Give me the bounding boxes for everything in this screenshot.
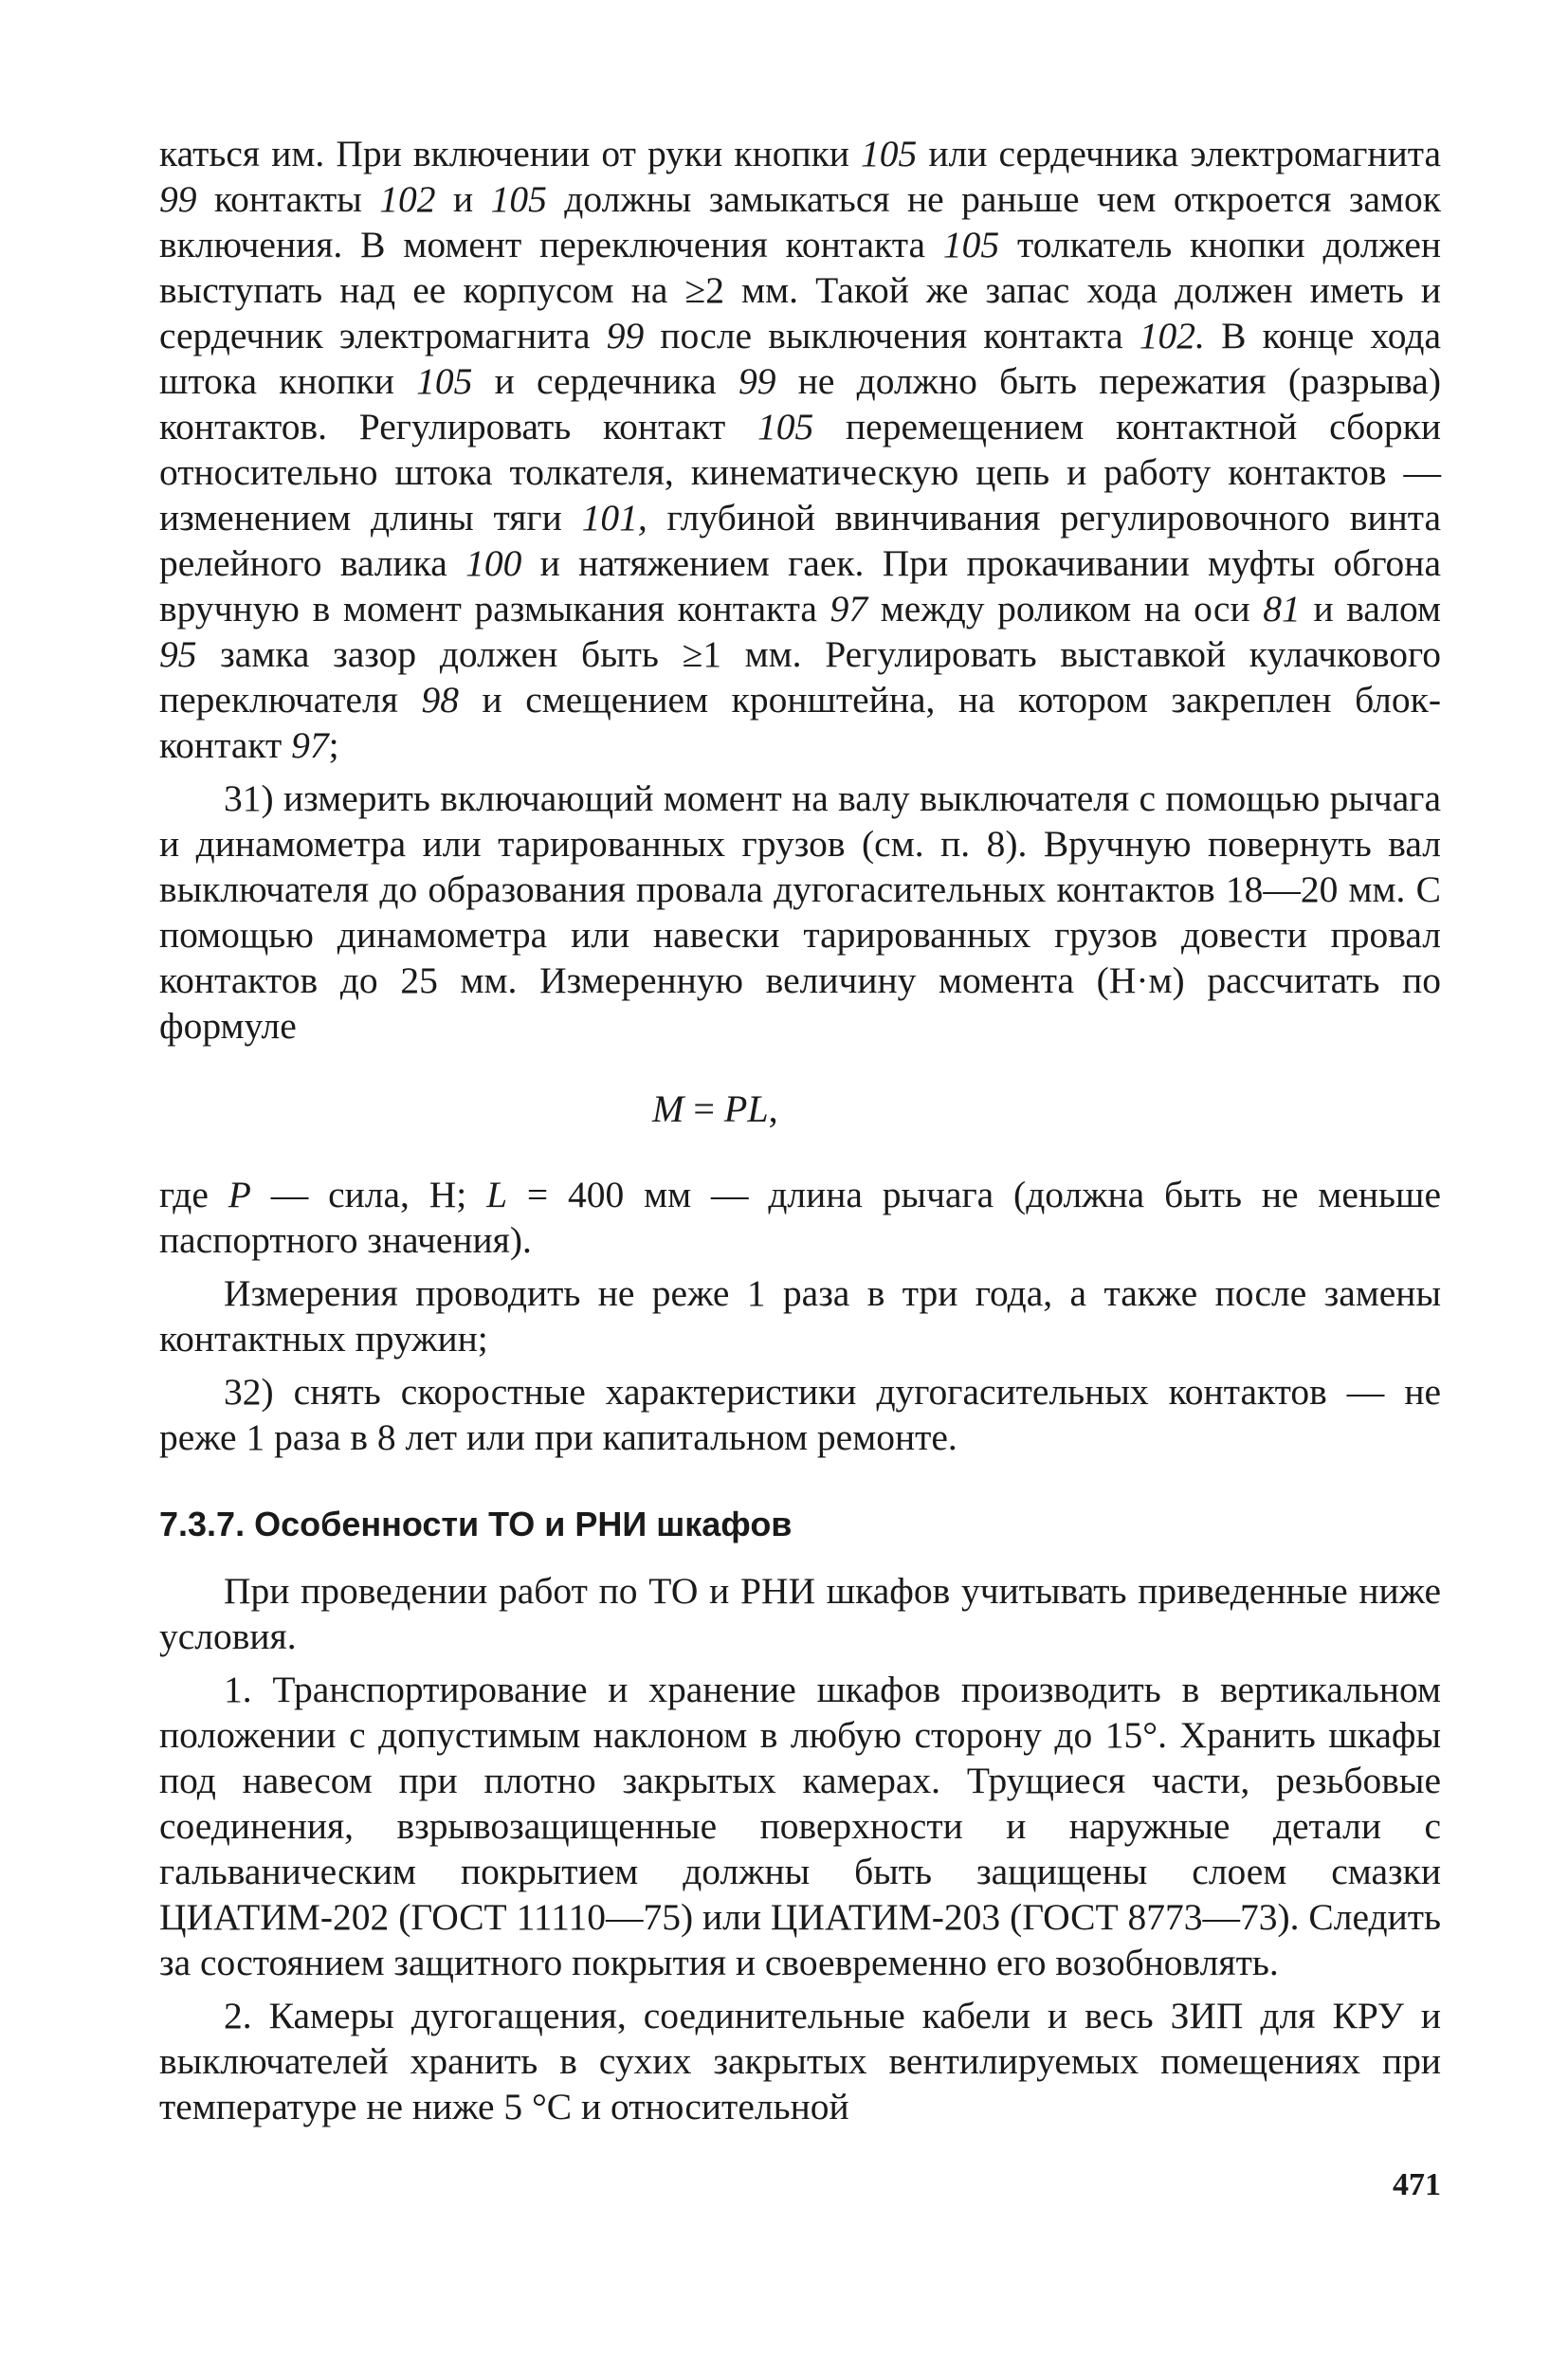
- item-31-paragraph: 31) измерить включающий момент на валу выключателя с помощью рычага и динамометра или тарированных грузов (см. п. 8). Вручную повернуть вал выключателя до образования провала дугогасительных контактов 18—20 мм. С помощью динамометра или навески тарированных грузов довести провал контактов до 25 мм. Измеренную величину момента (Н·м) рассчитать по формуле: [159, 777, 1441, 1047]
- measurement-note: Измерения проводить не реже 1 раза в три года, а также после замены контактных пружин;: [159, 1272, 1441, 1360]
- continuation-paragraph: каться им. При включении от руки кнопки 105 или сердечника электромагнита 99 контакты 102 и 105 должны замыкаться не раньше чем откроется замок включения. В момент переключения контакта 105 толкатель кнопки должен выступать над ее корпусом на ≥2 мм. Такой же запас хода должен иметь и сердечник электромагнита 99 после выключения контакта 102. В конце хода штока кнопки 105 и сердечника 99 не должно быть пережатия (разрыва) контактов. Регулировать контакт 105 перемещением контактной сборки относительно штока толкателя, кинематическую цепь и работу контактов — изменением длины тяги 101, глубиной ввинчивания регулировочного винта релейного валика 100 и натяжением гаек. При прокачивании муфты обгона вручную в момент размыкания контакта 97 между роликом на оси 81 и валом 95 замка зазор должен быть ≥1 мм. Регулировать выставкой кулачкового переключателя 98 и смещением кронштейна, на котором закреплен блок-контакт 97;: [159, 133, 1442, 766]
- rule-2-paragraph: 2. Камеры дугогащения, соединительные кабели и весь ЗИП для КРУ и выключателей хранить в сухих закрытых вентилируемых помещениях при температуре не ниже 5 °С и относительной: [159, 1995, 1441, 2127]
- moment-formula: M = PL,: [652, 1087, 778, 1130]
- item-32-paragraph: 32) снять скоростные характеристики дугогасительных контактов — не реже 1 раза в 8 лет или при капитальном ремонте.: [159, 1371, 1441, 1458]
- section-intro: При проведении работ по ТО и РНИ шкафов учитывать приведенные ниже условия.: [159, 1570, 1441, 1657]
- rule-1-paragraph: 1. Транспортирование и хранение шкафов производить в вертикальном положении с допустимым наклоном в любую сторону до 15°. Хранить шкафы под навесом при плотно закрытых камерах. Трущиеся части, резьбовые соединения, взрывозащищенные поверхности и наружные детали с гальваническим покрытием должны быть защищены слоем смазки ЦИАТИМ-202 (ГОСТ 11110—75) или ЦИАТИМ-203 (ГОСТ 8773—73). Следить за состоянием защитного покрытия и своевременно его возобновлять.: [159, 1669, 1441, 1983]
- page-body: [159, 131, 1441, 2129]
- formula-legend: где P — сила, Н; L = 400 мм — длина рычага (должна быть не меньше паспортного значения).: [159, 1174, 1441, 1261]
- page-number: 471: [1393, 2167, 1441, 2202]
- section-heading: 7.3.7. Особенности ТО и РНИ шкафов: [159, 1505, 793, 1543]
